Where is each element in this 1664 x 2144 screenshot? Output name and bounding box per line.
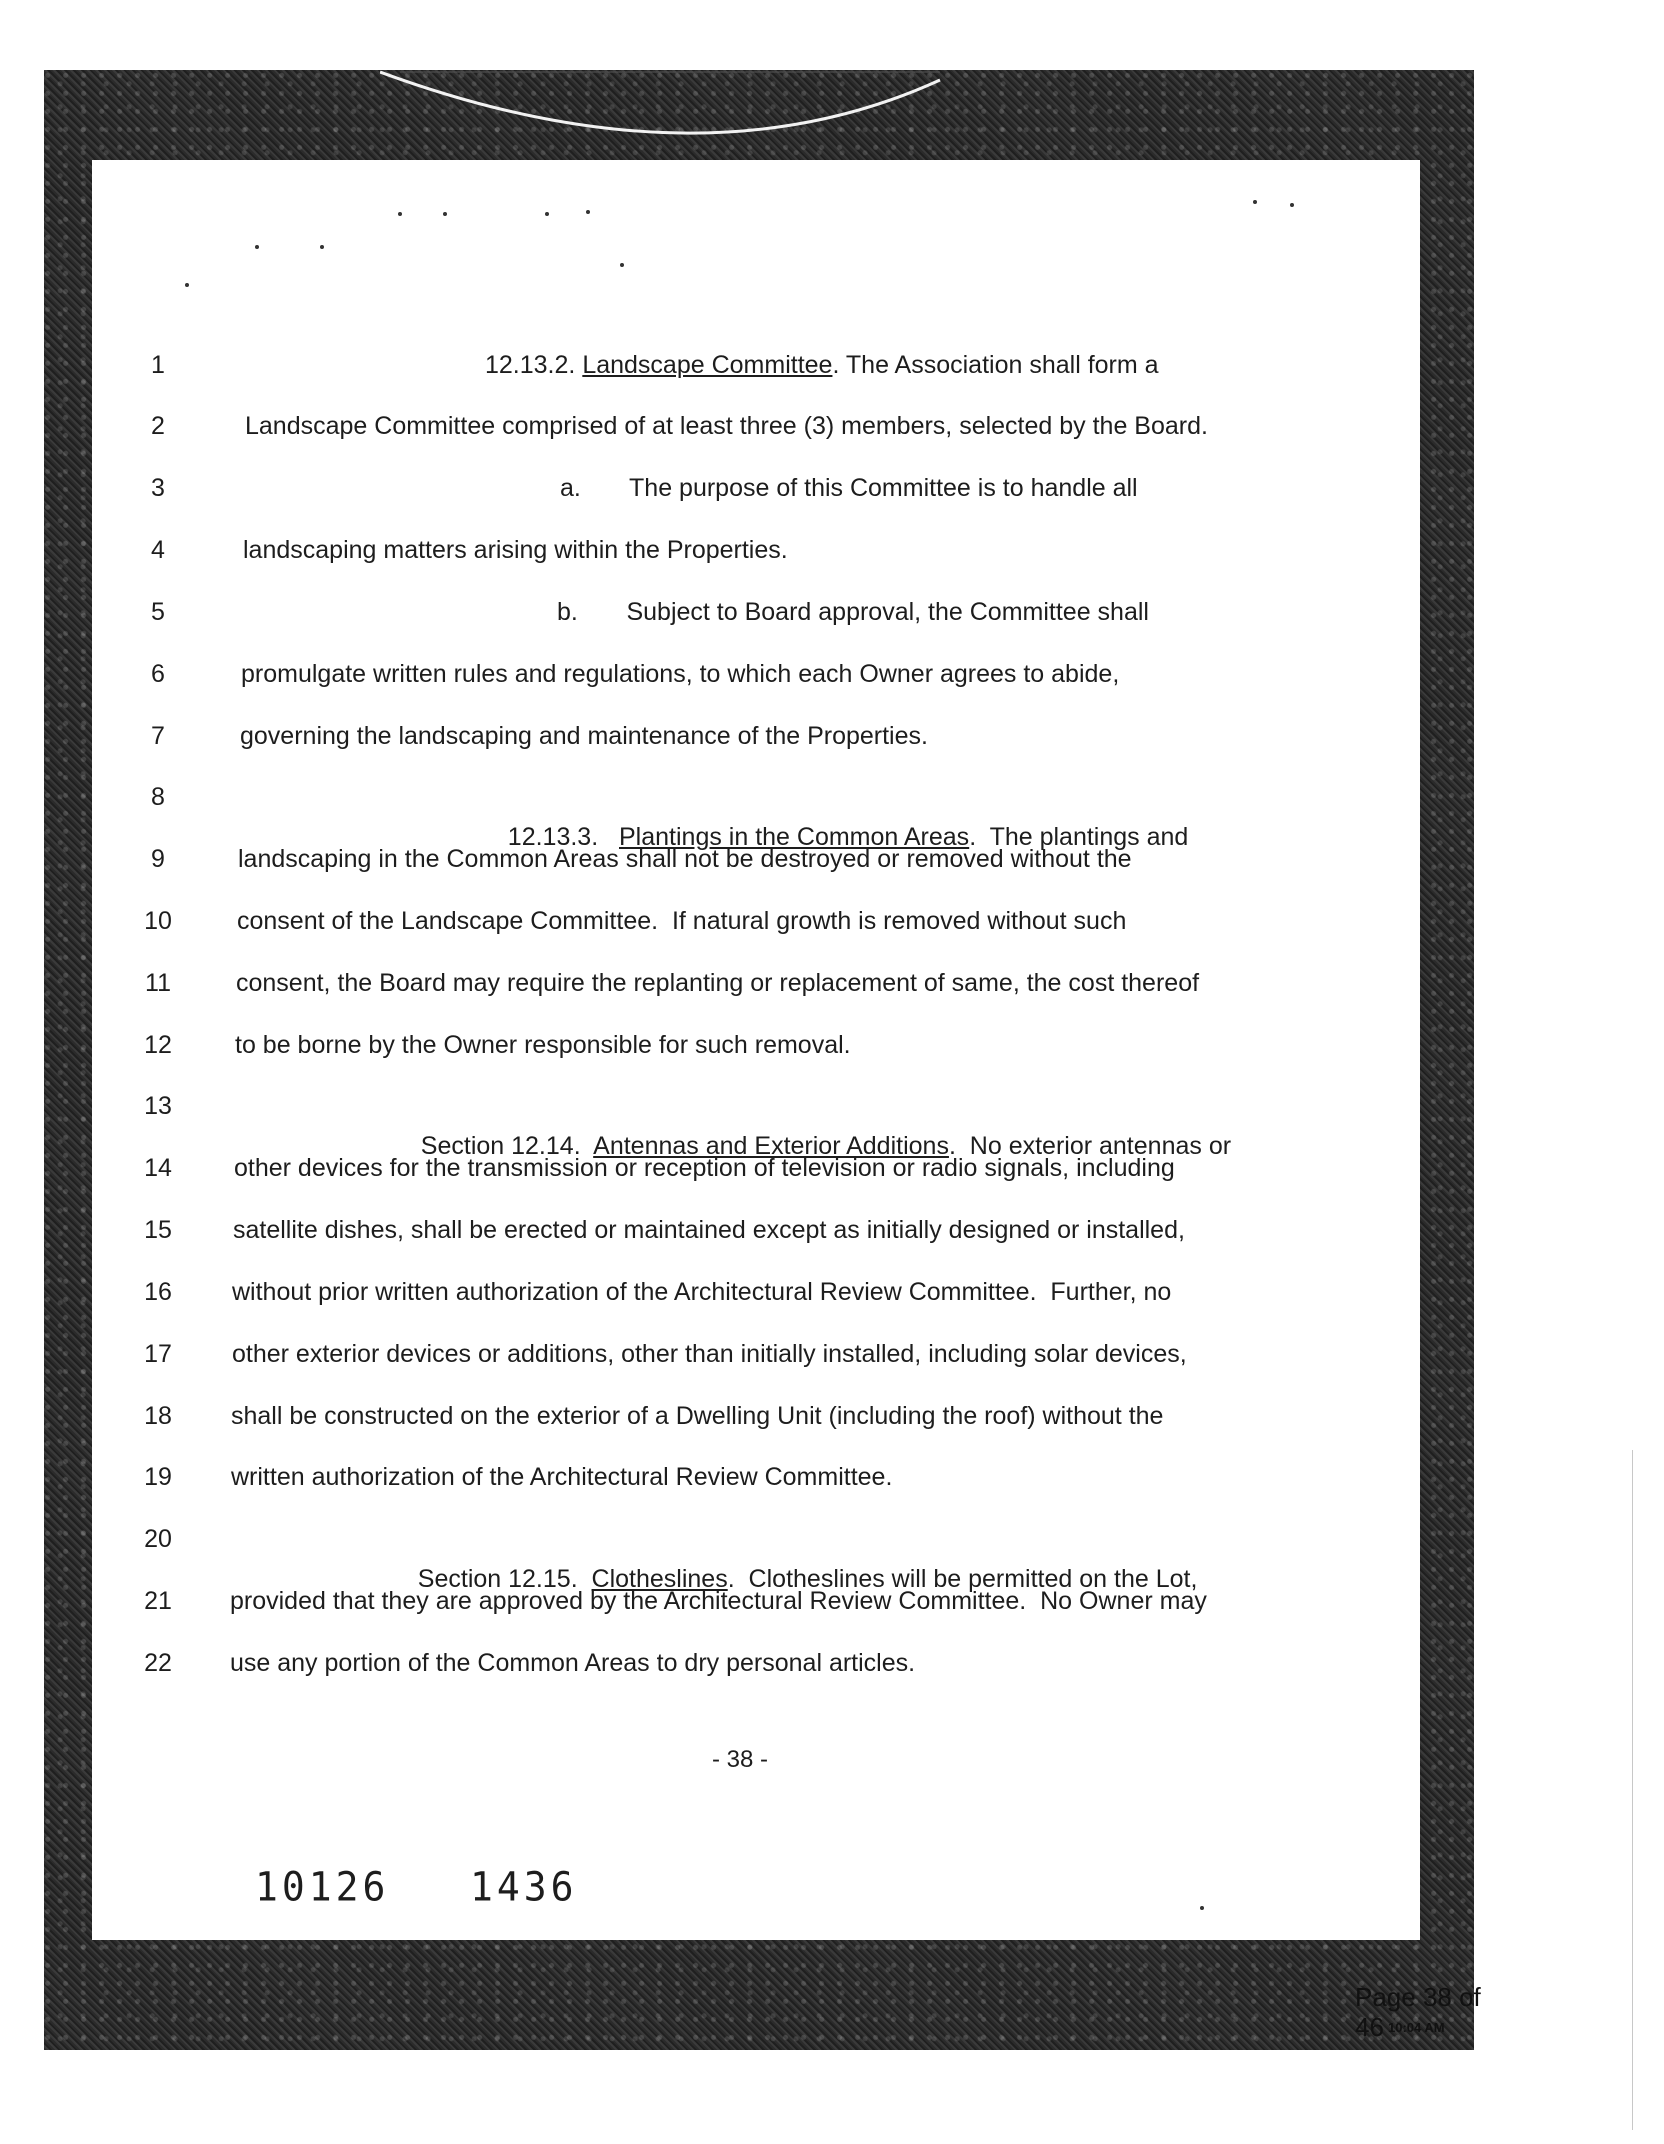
line-text: Landscape Committee comprised of at least three (3) members, selected by the Board. (245, 412, 1208, 440)
text-line-12 (0, 1025, 1664, 1065)
text-line-13 (0, 1086, 1664, 1160)
text-line-9 (0, 839, 1664, 879)
text-line-8 (0, 777, 1664, 851)
line-number: 2 (151, 412, 165, 440)
line-number: 7 (151, 722, 165, 750)
scan-speck (1290, 203, 1294, 207)
scan-speck (185, 283, 189, 287)
line-text: consent of the Landscape Committee. If natural growth is removed without such (237, 907, 1127, 935)
text-line-6 (0, 654, 1664, 694)
line-text: written authorization of the Architectural Review Committee. (231, 1463, 893, 1491)
text-line-16 (0, 1272, 1664, 1312)
line-text: without prior written authorization of the Architectural Review Committee. Further, no (232, 1278, 1172, 1306)
line-text: provided that they are approved by the Architectural Review Committee. No Owner may (230, 1587, 1207, 1615)
line-number: 18 (144, 1402, 172, 1430)
line-number: 20 (144, 1525, 172, 1553)
line-number: 19 (144, 1463, 172, 1491)
line-number: 5 (151, 598, 165, 626)
page-number: - 38 - (711, 1746, 768, 1773)
text-line-17 (0, 1334, 1664, 1374)
text-line-11 (0, 963, 1664, 1003)
line-text: b. Subject to Board approval, the Committee shall (557, 598, 1149, 626)
text-line-22 (0, 1643, 1664, 1683)
line-text: landscaping in the Common Areas shall not be destroyed or removed without the (238, 845, 1132, 873)
line-text: satellite dishes, shall be erected or maintained except as initially designed or installed, (233, 1216, 1185, 1244)
book-page-stamp: 10126 1436 (255, 1863, 578, 1911)
line-number: 21 (144, 1587, 172, 1615)
line-text: . The Association shall form a (832, 351, 1159, 379)
scan-speck (1200, 1906, 1204, 1910)
line-number: 15 (144, 1216, 172, 1244)
line-number: 17 (144, 1340, 172, 1368)
text-line-1 (0, 345, 1664, 385)
scan-speck (320, 245, 324, 249)
line-number: 22 (144, 1649, 172, 1677)
line-text: promulgate written rules and regulations, to which each Owner agrees to abide, (241, 660, 1120, 688)
line-text: shall be constructed on the exterior of a Dwelling Unit (including the roof) without the (231, 1402, 1164, 1430)
text-line-5 (0, 592, 1664, 632)
text-line-2 (0, 406, 1664, 446)
scan-speck (398, 212, 402, 216)
scan-speck (620, 263, 624, 267)
line-text: . No exterior antennas or (948, 1132, 1232, 1160)
line-text: landscaping matters arising within the Properties. (243, 536, 788, 564)
line-number: 14 (144, 1154, 172, 1182)
text-line-7 (0, 716, 1664, 756)
scan-artifact-arc (380, 70, 1000, 150)
line-number: 4 (151, 536, 165, 564)
line-text: consent, the Board may require the replanting or replacement of same, the cost thereof (236, 969, 1200, 997)
section-heading: Plantings in the Common Areas (619, 823, 970, 851)
scan-speck (255, 245, 259, 249)
line-text: other exterior devices or additions, other than initially installed, including solar devices, (232, 1340, 1187, 1368)
line-number: 12 (144, 1031, 172, 1059)
text-line-18 (0, 1396, 1664, 1436)
text-line-21 (0, 1581, 1664, 1621)
text-line-3 (0, 468, 1664, 508)
line-text: other devices for the transmission or reception of television or radio signals, including (234, 1154, 1175, 1182)
text-line-10 (0, 901, 1664, 941)
line-number: 6 (151, 660, 165, 688)
line-number: 1 (151, 351, 165, 379)
text-line-20 (0, 1519, 1664, 1593)
text-line-19 (0, 1457, 1664, 1497)
line-text: . The plantings and (969, 823, 1189, 851)
scan-speck (545, 212, 549, 216)
line-number: 11 (145, 969, 171, 997)
line-number: 16 (144, 1278, 172, 1306)
stamp-time: 10:04 AM (1388, 2020, 1445, 2035)
line-text: a. The purpose of this Committee is to handle all (560, 474, 1138, 502)
section-number: Section 12.15. (417, 1565, 592, 1593)
line-text: use any portion of the Common Areas to dry personal articles. (230, 1649, 916, 1677)
page-count-stamp: Page 38 of 46 (1355, 1982, 1481, 2042)
section-heading: Clotheslines (591, 1565, 728, 1593)
section-number: 12.13.2. (485, 351, 583, 379)
text-line-15 (0, 1210, 1664, 1250)
line-number: 3 (151, 474, 165, 502)
line-number: 13 (144, 1092, 172, 1120)
section-heading: Antennas and Exterior Additions (593, 1132, 949, 1160)
section-number: 12.13.3. (507, 823, 619, 851)
section-heading: Landscape Committee (582, 351, 833, 379)
line-text: . Clotheslines will be permitted on the Lot, (727, 1565, 1198, 1593)
text-line-4 (0, 530, 1664, 570)
line-text: governing the landscaping and maintenance of the Properties. (240, 722, 928, 750)
line-text: to be borne by the Owner responsible for such removal. (235, 1031, 851, 1059)
scan-speck (443, 212, 447, 216)
scan-speck (1253, 200, 1257, 204)
line-number: 10 (144, 907, 172, 935)
scan-speck (586, 210, 590, 214)
line-number: 9 (151, 845, 165, 873)
text-line-14 (0, 1148, 1664, 1188)
line-number: 8 (151, 783, 165, 811)
section-number: Section 12.14. (420, 1132, 594, 1160)
